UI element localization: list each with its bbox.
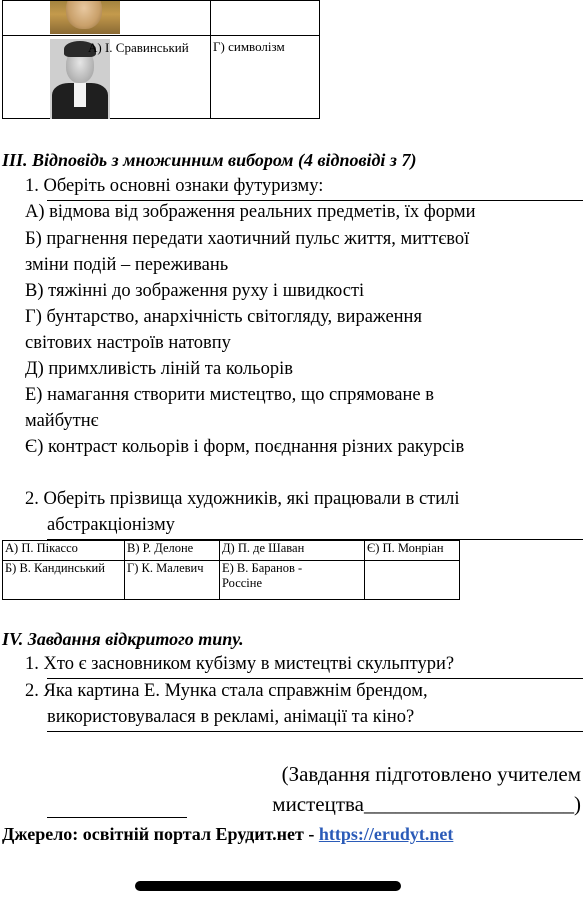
matching-table	[2, 0, 320, 119]
option-line: зміни подій – переживань	[25, 255, 229, 275]
section-3-heading: ІІІ. Відповідь з множинним вибором (4 відповіді з 7)	[2, 150, 417, 170]
table-cell: В) Р. Делоне	[125, 541, 220, 561]
underline	[47, 731, 583, 732]
source-text: Джерело: освітній портал Ерудит.нет -	[2, 824, 319, 844]
table-cell: А) П. Пікассо	[3, 541, 125, 561]
table-cell: Г) К. Малевич	[125, 561, 220, 600]
open-question-2: 2. Яка картина Е. Мунка стала справжнім брендом,	[25, 681, 428, 701]
table-row	[3, 541, 460, 561]
table-cell: Б) В. Кандинський	[3, 561, 125, 600]
open-question-2-continued: використовувалася в рекламі, анімації та кіно?	[47, 707, 415, 727]
table-cell: Е) В. Баранов - Россіне	[220, 561, 365, 600]
source-line	[2, 824, 453, 845]
option-line: Є) контраст кольорів і форм, поєднання різних ракурсів	[25, 437, 465, 457]
table-cell	[365, 561, 460, 600]
source-link[interactable]: https://erudyt.net	[318, 824, 454, 844]
home-indicator[interactable]	[135, 881, 401, 891]
question-2-title: 2. Оберіть прізвища художників, які працювали в стилі	[25, 489, 460, 509]
table-divider	[210, 1, 211, 118]
table-cell: Д) П. де Шаван	[220, 541, 365, 561]
prepared-by-text: (Завдання підготовлено учителем	[281, 762, 581, 786]
option-line: Г) бунтарство, анархічність світогляду, вираження	[25, 307, 422, 327]
question-2-title-continued: абстракціонізму	[47, 515, 175, 535]
option-line: майбутнє	[25, 411, 99, 431]
underline	[47, 678, 583, 679]
composer-name: А) І. Сравинський	[88, 40, 189, 55]
artists-options-table	[2, 540, 460, 600]
option-line: Д) примхливість ліній та кольорів	[25, 359, 293, 379]
table-divider	[3, 35, 319, 36]
option-line: Е) намагання створити мистецтво, що спрямоване в	[25, 385, 434, 405]
question-1-title: 1. Оберіть основні ознаки футуризму:	[25, 176, 324, 196]
option-line: світових настроїв натовпу	[25, 333, 231, 353]
section-4-heading: ІV. Завдання відкритого типу.	[2, 629, 244, 649]
style-option: Г) символізм	[213, 39, 285, 54]
option-line: В) тяжінні до зображення руху і швидкості	[25, 281, 365, 301]
option-line: Б) прагнення передати хаотичний пульс життя, миттєвої	[25, 229, 470, 249]
underline	[47, 200, 583, 201]
prepared-by-text-continued: мистецтва____________________)	[272, 792, 581, 816]
open-question-1: 1. Хто є засновником кубізму в мистецтві скульптури?	[25, 654, 455, 674]
portrait-photo	[50, 1, 120, 34]
option-line: А) відмова від зображення реальних предметів, їх форми	[25, 202, 476, 222]
underline	[47, 817, 187, 818]
table-cell: Є) П. Монріан	[365, 541, 460, 561]
table-row	[3, 561, 460, 600]
